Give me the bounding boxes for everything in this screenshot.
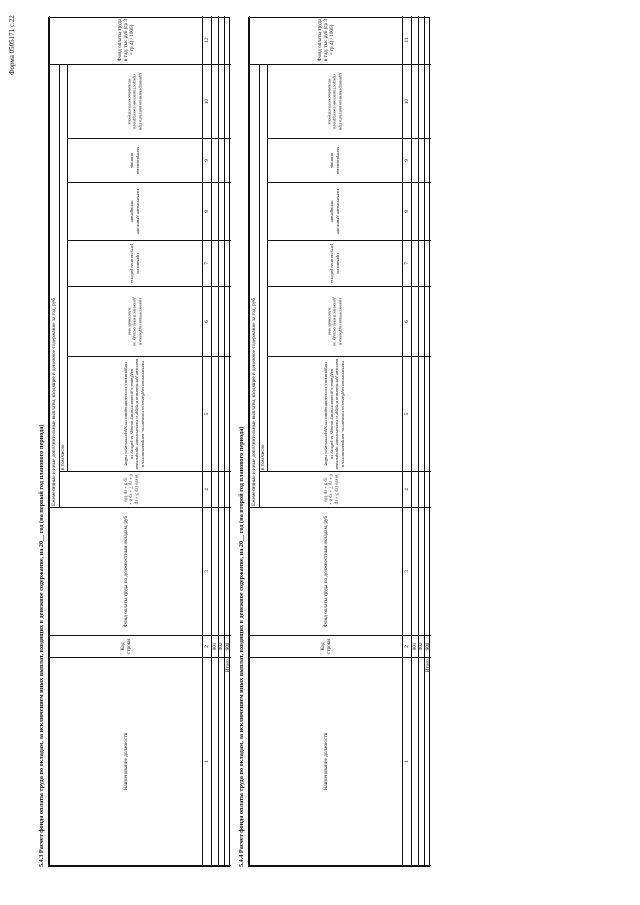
header-bonus-text: премии по результатам работы xyxy=(130,244,141,283)
header-total-text: всего (гр 5 + гр 6 + гр 7 + гр 8 + гр 9 + гр 10) xyxy=(123,473,140,506)
header-lump-sum xyxy=(267,65,402,139)
data-cell xyxy=(424,287,431,357)
column-number: 4 xyxy=(202,472,211,508)
row-code: 001 xyxy=(211,636,218,658)
column-number: 3 xyxy=(202,508,211,636)
data-cell xyxy=(224,287,231,357)
row-label: Итого xyxy=(424,658,431,866)
header-position: Наименование должности xyxy=(49,658,202,866)
header-material-aid xyxy=(267,139,402,183)
form-number: Форма 0505171 с.22 xyxy=(8,15,16,75)
data-cell xyxy=(424,357,431,472)
data-cell xyxy=(424,472,431,508)
header-total xyxy=(259,472,402,508)
header-monetary-incentive-text: ежемесячное денежное поощрение xyxy=(330,188,341,235)
header-fund-salary: Фонд оплаты труда по должностным окладам, руб xyxy=(49,508,202,636)
data-cell xyxy=(424,241,431,287)
data-cell xyxy=(424,183,431,241)
header-including: в том числе xyxy=(59,65,67,472)
row-code: 002 xyxy=(418,636,425,658)
header-annual-fund: Фонд оплаты труда в год, тыс руб (гр 3 + гр 4) / 1000) xyxy=(249,16,402,65)
header-fund-salary: Фонд оплаты труда по должностным окладам, руб xyxy=(249,508,402,636)
section-title: 5.4.3 Расчет фонда оплаты труда по окладам, за исключением иных выплат, входящих в денежное содержание, на 20__ год (на первый год планового периода) xyxy=(38,424,45,867)
column-number: 5 xyxy=(202,357,211,472)
header-bonus xyxy=(67,241,202,287)
data-cell xyxy=(224,16,231,65)
header-material-aid-text: материальная помощь xyxy=(130,147,141,174)
section-title: 5.4.4 Расчет фонда оплаты труда по окладам, за исключением иных выплат, входящих в денежное содержание, на 20__ год (на второй год планового периода) xyxy=(238,426,245,867)
data-cell xyxy=(424,16,431,65)
data-cell xyxy=(424,139,431,183)
data-cell xyxy=(224,472,231,508)
header-allow-class-rank-text: ежемесячная надбавка к должностному окладу за классный чин xyxy=(127,297,144,346)
header-monetary-incentive xyxy=(67,183,202,241)
column-number: 12 xyxy=(202,16,211,65)
column-number: 2 xyxy=(402,636,411,658)
header-monetary-incentive-text: ежемесячное денежное поощрение xyxy=(130,188,141,235)
header-lump-sum-text: единовременная выплата при предоставлении ежегодного оплачиваемого отпуска xyxy=(127,72,144,131)
header-allow-complexity xyxy=(67,357,202,472)
header-lump-sum xyxy=(67,65,202,139)
header-allow-complexity-text: ежемесячная надбавка за сложность, напряженность и высокие достижения в труде и ежемесячное процентная надбавка к должностному окладу за работу со сведениями, составляющими государственную тайну xyxy=(124,358,146,470)
header-other-payments: Ежемесячные и иные дополнительные выплаты, входящие в денежное содержание за год, руб xyxy=(249,65,259,508)
column-number: 7 xyxy=(402,241,411,287)
header-total xyxy=(59,472,202,508)
header-bonus xyxy=(267,241,402,287)
data-cell xyxy=(424,508,431,636)
column-number: 7 xyxy=(202,241,211,287)
header-allow-class-rank xyxy=(67,287,202,357)
row-code: 900 xyxy=(224,636,231,658)
header-material-aid xyxy=(67,139,202,183)
column-number: 9 xyxy=(202,139,211,183)
row-code: 001 xyxy=(411,636,418,658)
header-other-payments: Ежемесячные и иные дополнительные выплаты, входящие в денежное содержание за год, руб xyxy=(49,65,59,508)
header-line-code: Код строки xyxy=(49,636,202,658)
header-allow-complexity xyxy=(267,357,402,472)
column-number: 1 xyxy=(202,658,211,866)
header-line-code: Код строки xyxy=(249,636,402,658)
header-allow-complexity-text: ежемесячная надбавка за сложность, напряженность и высокие достижения в труде и ежемесячное процентная надбавка к должностному окладу за работу со сведениями, составляющими государственную тайну xyxy=(324,358,346,470)
header-position: Наименование должности xyxy=(249,658,402,866)
column-number: 3 xyxy=(402,508,411,636)
header-annual-fund: Фонд оплаты труда в год, тыс руб (гр 3 + гр 4) / 1000) xyxy=(49,16,202,65)
data-cell xyxy=(224,241,231,287)
row-code: 002 xyxy=(218,636,225,658)
data-cell xyxy=(224,357,231,472)
column-number: 10 xyxy=(202,65,211,139)
header-including: в том числе xyxy=(259,65,267,472)
row-label: Итого xyxy=(224,658,231,866)
column-number: 6 xyxy=(402,287,411,357)
data-cell xyxy=(424,65,431,139)
column-number: 6 xyxy=(202,287,211,357)
data-cell xyxy=(224,139,231,183)
column-number: 11 xyxy=(402,16,411,65)
header-monetary-incentive xyxy=(267,183,402,241)
column-number: 10 xyxy=(402,65,411,139)
data-cell xyxy=(224,508,231,636)
column-number: 8 xyxy=(202,183,211,241)
column-number: 9 xyxy=(402,139,411,183)
header-allow-class-rank-text: ежемесячная надбавка к должностному окладу за классный чин xyxy=(327,297,344,346)
header-bonus-text: премии по результатам работы xyxy=(330,244,341,283)
column-number: 4 xyxy=(402,472,411,508)
column-number: 5 xyxy=(402,357,411,472)
header-allow-class-rank xyxy=(267,287,402,357)
data-cell xyxy=(224,65,231,139)
header-lump-sum-text: единовременная выплата при предоставлении ежегодного оплачиваемого отпуска xyxy=(327,72,344,131)
data-cell xyxy=(224,183,231,241)
column-number: 1 xyxy=(402,658,411,866)
column-number: 8 xyxy=(402,183,411,241)
header-material-aid-text: материальная помощь xyxy=(330,147,341,174)
salary-fund-table xyxy=(248,17,430,867)
salary-fund-table xyxy=(48,17,230,867)
column-number: 2 xyxy=(202,636,211,658)
row-code: 900 xyxy=(424,636,431,658)
header-total-text: всего (гр 5 + гр 6 + гр 7 + гр 8 + гр 9 + гр 10) xyxy=(323,473,340,506)
